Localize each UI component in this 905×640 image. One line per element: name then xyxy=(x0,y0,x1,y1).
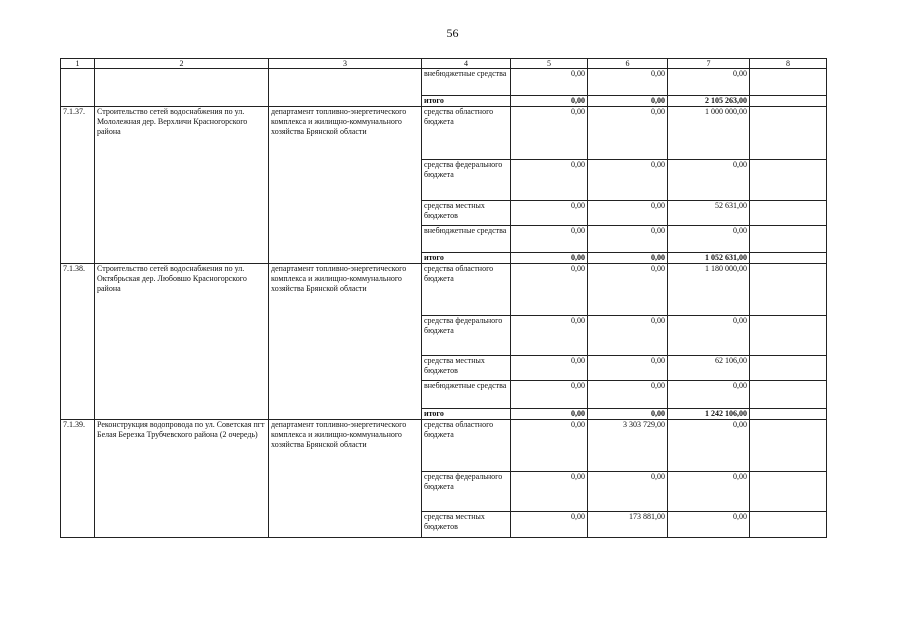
value-col7: 52 631,00 xyxy=(668,201,750,226)
value-col7: 2 105 263,00 xyxy=(668,96,750,107)
funding-source: средства местных бюджетов xyxy=(422,356,511,381)
column-header: 1 xyxy=(61,59,95,69)
column-header: 3 xyxy=(269,59,422,69)
budget-table xyxy=(60,58,827,538)
item-code: 7.1.37. xyxy=(61,107,95,264)
value-col7: 1 000 000,00 xyxy=(668,107,750,160)
value-col5: 0,00 xyxy=(511,381,588,409)
value-col8 xyxy=(750,472,827,512)
value-col5: 0,00 xyxy=(511,420,588,472)
value-col8 xyxy=(750,512,827,538)
funding-source: внебюджетные средства xyxy=(422,226,511,253)
value-col8 xyxy=(750,356,827,381)
funding-source: внебюджетные средства xyxy=(422,69,511,96)
item-code: 7.1.39. xyxy=(61,420,95,538)
table-row xyxy=(61,69,827,96)
value-col5: 0,00 xyxy=(511,512,588,538)
value-col7: 0,00 xyxy=(668,420,750,472)
value-col8 xyxy=(750,316,827,356)
value-col6: 0,00 xyxy=(588,253,668,264)
value-col5: 0,00 xyxy=(511,264,588,316)
item-agency: департамент топливно-энергетического комплекса и жилищно-коммунального хозяйства Брянской области xyxy=(269,264,422,420)
value-col6: 0,00 xyxy=(588,96,668,107)
funding-source: внебюджетные средства xyxy=(422,381,511,409)
funding-source: средства местных бюджетов xyxy=(422,512,511,538)
funding-source: средства областного бюджета xyxy=(422,107,511,160)
funding-source: итого xyxy=(422,96,511,107)
item-title: Строительство сетей водоснабжения по ул. Мололежная дер. Верхличи Красногорского района xyxy=(95,107,269,264)
column-header: 4 xyxy=(422,59,511,69)
funding-source: итого xyxy=(422,409,511,420)
item-agency: департамент топливно-энергетического комплекса и жилищно-коммунального хозяйства Брянской области xyxy=(269,420,422,538)
funding-source: средства местных бюджетов xyxy=(422,201,511,226)
value-col5: 0,00 xyxy=(511,226,588,253)
value-col6: 0,00 xyxy=(588,264,668,316)
value-col7: 0,00 xyxy=(668,160,750,201)
value-col8 xyxy=(750,420,827,472)
value-col5: 0,00 xyxy=(511,472,588,512)
funding-source: средства областного бюджета xyxy=(422,264,511,316)
value-col7: 0,00 xyxy=(668,512,750,538)
value-col6: 0,00 xyxy=(588,472,668,512)
value-col8 xyxy=(750,409,827,420)
value-col6: 173 881,00 xyxy=(588,512,668,538)
value-col6: 0,00 xyxy=(588,69,668,96)
funding-source: средства федерального бюджета xyxy=(422,160,511,201)
funding-source: средства федерального бюджета xyxy=(422,472,511,512)
value-col5: 0,00 xyxy=(511,409,588,420)
value-col6: 0,00 xyxy=(588,107,668,160)
column-header: 5 xyxy=(511,59,588,69)
column-header: 6 xyxy=(588,59,668,69)
column-number-row xyxy=(61,59,827,69)
value-col6: 3 303 729,00 xyxy=(588,420,668,472)
value-col6: 0,00 xyxy=(588,226,668,253)
item-title: Реконструкция водопровода по ул. Советская пгт Белая Березка Трубчевского района (2 очередь) xyxy=(95,420,269,538)
item-agency xyxy=(269,69,422,107)
value-col5: 0,00 xyxy=(511,107,588,160)
value-col8 xyxy=(750,253,827,264)
value-col7: 0,00 xyxy=(668,226,750,253)
value-col7: 0,00 xyxy=(668,316,750,356)
column-header: 8 xyxy=(750,59,827,69)
value-col8 xyxy=(750,226,827,253)
item-agency: департамент топливно-энергетического комплекса и жилищно-коммунального хозяйства Брянской области xyxy=(269,107,422,264)
column-header: 7 xyxy=(668,59,750,69)
value-col6: 0,00 xyxy=(588,356,668,381)
value-col5: 0,00 xyxy=(511,356,588,381)
value-col6: 0,00 xyxy=(588,381,668,409)
column-header: 2 xyxy=(95,59,269,69)
value-col7: 0,00 xyxy=(668,472,750,512)
funding-source: средства федерального бюджета xyxy=(422,316,511,356)
value-col5: 0,00 xyxy=(511,96,588,107)
value-col8 xyxy=(750,264,827,316)
value-col7: 62 106,00 xyxy=(668,356,750,381)
value-col5: 0,00 xyxy=(511,316,588,356)
value-col5: 0,00 xyxy=(511,201,588,226)
value-col7: 1 242 106,00 xyxy=(668,409,750,420)
value-col7: 1 180 000,00 xyxy=(668,264,750,316)
table-row xyxy=(61,107,827,160)
funding-source: средства областного бюджета xyxy=(422,420,511,472)
value-col8 xyxy=(750,107,827,160)
value-col5: 0,00 xyxy=(511,253,588,264)
value-col8 xyxy=(750,96,827,107)
value-col5: 0,00 xyxy=(511,160,588,201)
value-col8 xyxy=(750,69,827,96)
item-title xyxy=(95,69,269,107)
value-col7: 0,00 xyxy=(668,69,750,96)
value-col8 xyxy=(750,160,827,201)
table-row xyxy=(61,264,827,316)
value-col6: 0,00 xyxy=(588,409,668,420)
value-col7: 0,00 xyxy=(668,381,750,409)
value-col7: 1 052 631,00 xyxy=(668,253,750,264)
value-col8 xyxy=(750,381,827,409)
value-col6: 0,00 xyxy=(588,160,668,201)
table-row xyxy=(61,420,827,472)
item-code: 7.1.38. xyxy=(61,264,95,420)
item-code xyxy=(61,69,95,107)
value-col5: 0,00 xyxy=(511,69,588,96)
funding-source: итого xyxy=(422,253,511,264)
value-col6: 0,00 xyxy=(588,316,668,356)
value-col8 xyxy=(750,201,827,226)
item-title: Строительство сетей водоснабжения по ул. Октябрьская дер. Любовшо Красногорского района xyxy=(95,264,269,420)
page-number: 56 xyxy=(446,26,459,40)
value-col6: 0,00 xyxy=(588,201,668,226)
